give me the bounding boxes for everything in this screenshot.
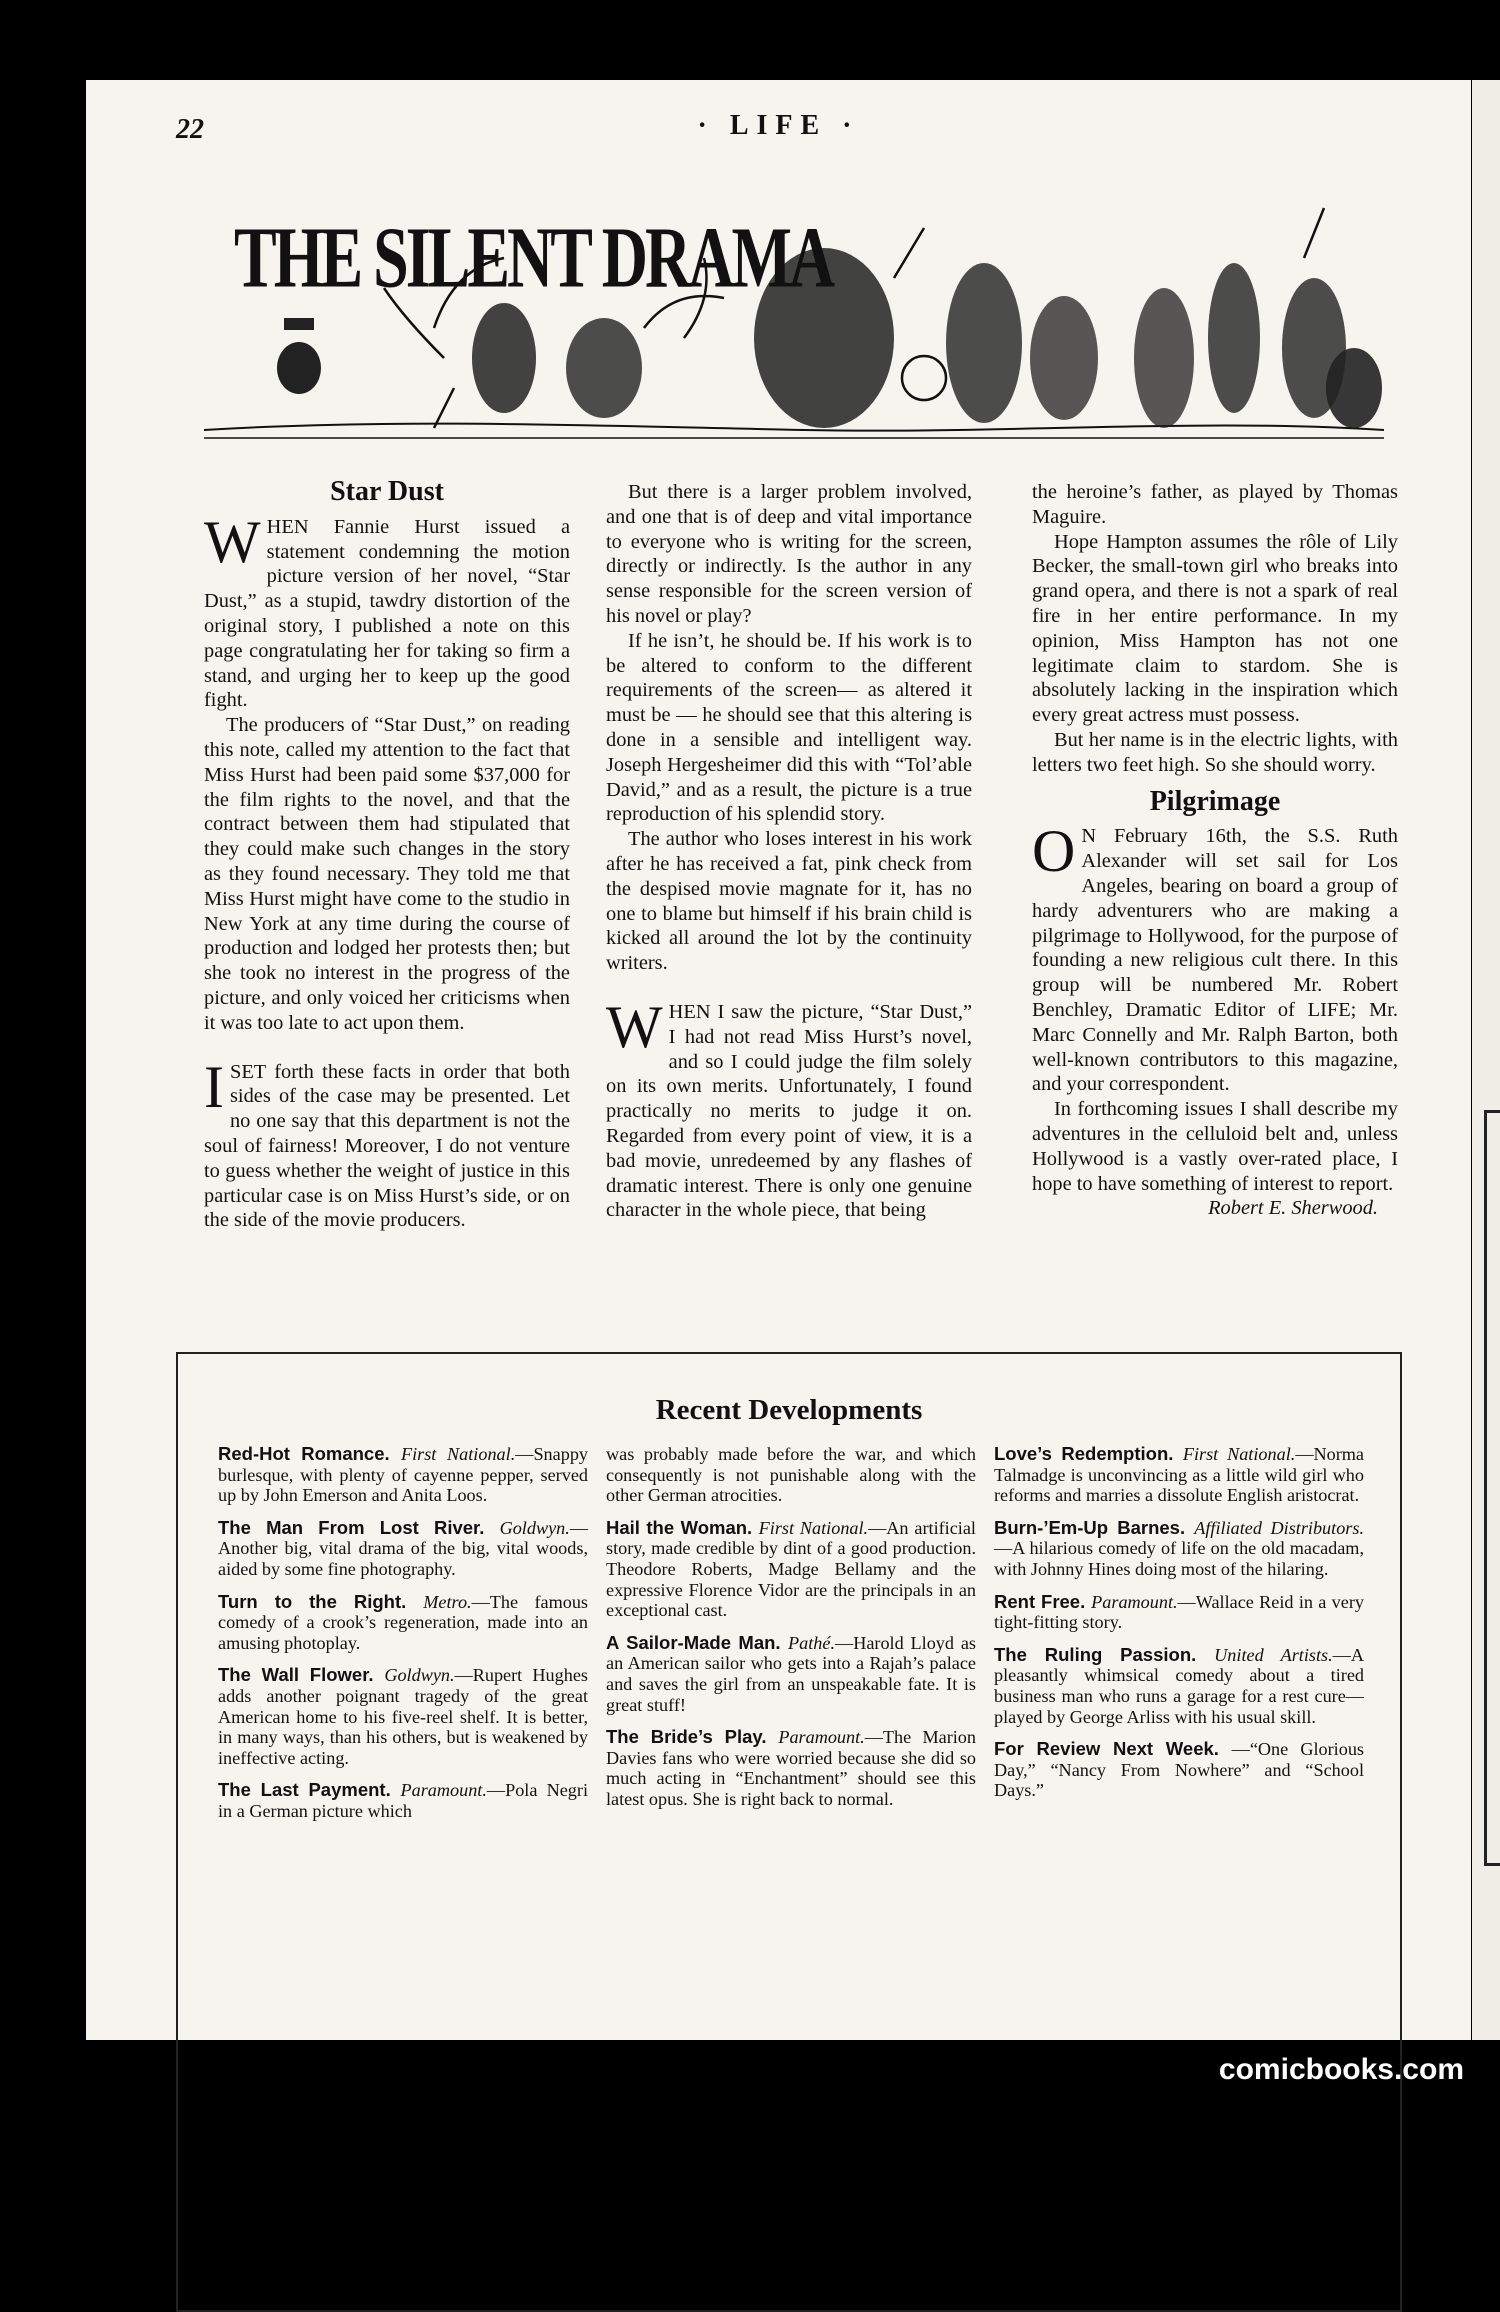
review-title: Hail the Woman. <box>606 1516 759 1538</box>
paragraph: In forthcoming issues I shall describe my adventures in the celluloid belt and, unless Hollywood is a vastly over-rated place, I hope to have something of interest to report. <box>1032 1098 1398 1195</box>
box-column-1 <box>218 1444 588 1834</box>
paragraph: But her name is in the electric lights, with letters two feet high. So she should worry. <box>1032 728 1398 776</box>
review-entry <box>606 1518 976 1621</box>
paragraph: If he isn’t, he should be. If his work is to be altered to conform to the different requirements of the screen— as altered it must be — he should see that this altering is done in a sensible and intelligent way. Joseph Hergesheimer did this with “Tol’able David,” and as a result, the picture is a true reproduction of his splendid story. <box>606 629 972 826</box>
review-entry <box>218 1665 588 1768</box>
paragraph: Hope Hampton assumes the rôle of Lily Becker, the small-town girl who breaks into grand opera, and there is not a spark of real fire in her entire performance. In my opinion, Miss Hampton has not one legitimate claim to stardom. She is absolutely lacking in the inspiration which every great actress must possess. <box>1032 530 1398 727</box>
review-title: Turn to the Right. <box>218 1590 424 1612</box>
review-distributor: United Artists. <box>1214 1644 1333 1665</box>
review-text: —Rupert Hughes adds another poignant tragedy of the great American home to his five-reel shelf. It is better, in many ways, than his others, but is weakened by ineffective acting. <box>218 1665 588 1768</box>
review-entry <box>218 1518 588 1580</box>
paragraph <box>204 508 570 713</box>
review-distributor: First National. <box>1182 1444 1296 1464</box>
running-head: · LIFE · <box>697 110 860 141</box>
review-text: —An artificial story, made credible by dint of a good production. Theodore Roberts, Madge Bellamy and the expressive Florence Vidor are the principals in an exceptional cast. <box>606 1517 976 1621</box>
review-text: —The famous comedy of a crook’s regeneration, made into an amusing photoplay. <box>218 1591 588 1653</box>
page-number: 22 <box>176 114 204 145</box>
review-text: —A hilarious comedy of life on the old macadam, with Johnny Hines doing most of the hilaring. <box>994 1538 1364 1579</box>
review-entry <box>218 1592 588 1654</box>
review-distributor: Affiliated Distributors. <box>1194 1517 1364 1538</box>
box-column-3 <box>994 1444 1364 1813</box>
review-entry <box>994 1739 1364 1801</box>
review-title: For Review Next Week. <box>994 1738 1232 1760</box>
review-title: Red-Hot Romance. <box>218 1443 401 1464</box>
column-3 <box>1032 480 1398 1221</box>
review-entry <box>994 1592 1364 1633</box>
review-text: —Norma Talmadge is unconvincing as a little wild girl who reforms and marries a dissolute English aristocrat. <box>994 1444 1365 1506</box>
box-title: Recent Developments <box>655 1394 923 1426</box>
review-title: The Last Payment. <box>218 1779 401 1801</box>
adjacent-page-edge <box>1472 80 1500 2040</box>
heading-pilgrimage: Pilgrimage <box>1149 785 1281 817</box>
review-text: —Snappy burlesque, with plenty of cayenne pepper, served up by John Emerson and Anita Loos. <box>218 1444 588 1506</box>
review-text: —Wallace Reid in a very tight-fitting story. <box>994 1591 1364 1633</box>
review-text: —A pleasantly whimsical comedy about a tired business man who runs a garage for a rest cure—played by George Arliss with his usual skill. <box>994 1644 1364 1727</box>
column-2 <box>606 480 972 1223</box>
review-title: The Man From Lost River. <box>218 1516 500 1538</box>
review-entry <box>606 1633 976 1715</box>
review-text: —The Marion Davies fans who were worried because she did so much acting in “Enchantment” should see this latest opus. She is right back to normal. <box>606 1727 976 1809</box>
paragraph <box>204 1053 570 1234</box>
review-distributor: First National. <box>758 1517 869 1538</box>
review-entry <box>994 1645 1364 1727</box>
signature: Robert E. Sherwood. <box>1208 1197 1378 1220</box>
review-title: The Bride’s Play. <box>606 1726 779 1748</box>
review-distributor: First National. <box>400 1444 516 1464</box>
box-column-2 <box>606 1444 976 1822</box>
heading-star-dust: Star Dust <box>330 476 444 507</box>
review-title: Love’s Redemption. <box>994 1443 1183 1464</box>
paragraph-text: HEN I saw the picture, “Star Dust,” I had not read Miss Hurst’s novel, and so I could judge the film solely on its own merits. Unfortunately, I found practically no merits to judge it on. Regarded from every point of view, it is a bad movie, unredeemed by any flashes of dramatic interest. There is only one genuine character in the whole piece, that being <box>606 1000 972 1222</box>
figure-hat <box>284 318 314 330</box>
review-distributor: Paramount. <box>400 1780 487 1801</box>
review-text: —Another big, vital drama of the big, vital woods, aided by some fine photography. <box>218 1517 588 1579</box>
paragraph <box>1032 818 1398 1097</box>
review-title: Burn-’Em-Up Barnes. <box>994 1516 1195 1538</box>
banner-illustration <box>204 168 1384 448</box>
review-entry <box>606 1727 976 1809</box>
magazine-page <box>86 80 1471 2040</box>
review-distributor: Goldwyn. <box>384 1665 455 1686</box>
paragraph <box>606 993 972 1223</box>
review-entry <box>606 1444 976 1506</box>
drop-cap: W <box>606 993 663 1060</box>
review-text: —Pola Negri in a German picture which <box>218 1780 588 1821</box>
review-distributor: Paramount. <box>778 1727 865 1748</box>
paragraph: The producers of “Star Dust,” on reading this note, called my attention to the fact that Miss Hurst had been paid some $37,000 for the film rights to the novel, and that the contract between them had stipulated that they could make such changes in the story as they found necessary. They told me that Miss Hurst might have come to the studio in New York at any time during the course of production and lodged her protests then; but she took no interest in the progress of the picture, and only voiced her criticisms when it was too late to act upon them. <box>204 714 570 1034</box>
drop-cap: W <box>204 508 261 575</box>
review-distributor: Goldwyn. <box>499 1517 570 1538</box>
paragraph: the heroine’s father, as played by Thomas Maguire. <box>1032 481 1398 528</box>
drop-cap: O <box>1032 818 1076 885</box>
review-entry <box>994 1444 1364 1506</box>
review-distributor: Paramount. <box>1091 1591 1178 1612</box>
recent-developments-box <box>176 1352 1402 2312</box>
drop-cap: I <box>204 1053 224 1120</box>
banner-title: THE SILENT DRAMA <box>234 209 833 306</box>
review-distributor: Metro. <box>423 1591 472 1612</box>
review-title: Rent Free. <box>994 1590 1092 1612</box>
review-text: —Harold Lloyd as an American sailor who gets into a Rajah’s palace and saves the girl from an unspeakable fate. It is great stuff! <box>606 1632 976 1715</box>
review-title: The Wall Flower. <box>218 1664 385 1686</box>
review-entry <box>994 1518 1364 1580</box>
review-title: The Ruling Passion. <box>994 1643 1215 1665</box>
paragraph-text: N February 16th, the S.S. Ruth Alexander will set sail for Los Angeles, bearing on board a group of hardy adventurers who are making a pilgrimage to Hollywood, for the purpose of founding a new religious cult there. In this group will be numbered Mr. Robert Benchley, Dramatic Editor of LIFE; Mr. Marc Connelly and Mr. Ralph Barton, both well-known contributors to this magazine, and your correspondent. <box>1032 825 1398 1096</box>
paragraph-text: SET forth these facts in order that both sides of the case may be presented. Let no one say that this department is not the soul of fairness! Moreover, I do not venture to guess whether the weight of justice in this particular case is on Miss Hurst’s side, or on the side of the movie producers. <box>204 1060 570 1232</box>
review-text: —“One Glorious Day,” “Nancy From Nowhere” and “School Days.” <box>994 1739 1364 1801</box>
review-text: was probably made before the war, and which consequently is not punishable along with the other German atrocities. <box>606 1444 976 1506</box>
paragraph-text: HEN Fannie Hurst issued a statement condemning the motion picture version of her novel, “Star Dust,” as a stupid, tawdry distortion of the original story, I published a note on this page congratulating her for taking so firm a stand, and urging her to keep up the good fight. <box>204 515 570 712</box>
figure-tramp <box>277 342 321 394</box>
review-entry <box>218 1444 588 1506</box>
column-1 <box>204 476 570 1233</box>
review-entry <box>218 1780 588 1821</box>
review-distributor: Pathé. <box>788 1632 835 1653</box>
paragraph: The author who loses interest in his work after he has received a fat, pink check from the despised movie magnate for it, has no one to blame but himself if his brain child is kicked all around the lot by the continuity writers. <box>606 828 972 975</box>
watermark: comicbooks.com <box>1218 2053 1464 2086</box>
paragraph: But there is a larger problem involved, and one that is of deep and vital importance to everyone who is writing for the screen, directly or indirectly. Is the author in any sense responsible for the screen version of his novel or play? <box>606 481 972 627</box>
adjacent-box-edge <box>1484 1110 1500 1866</box>
review-title: A Sailor-Made Man. <box>606 1631 789 1653</box>
